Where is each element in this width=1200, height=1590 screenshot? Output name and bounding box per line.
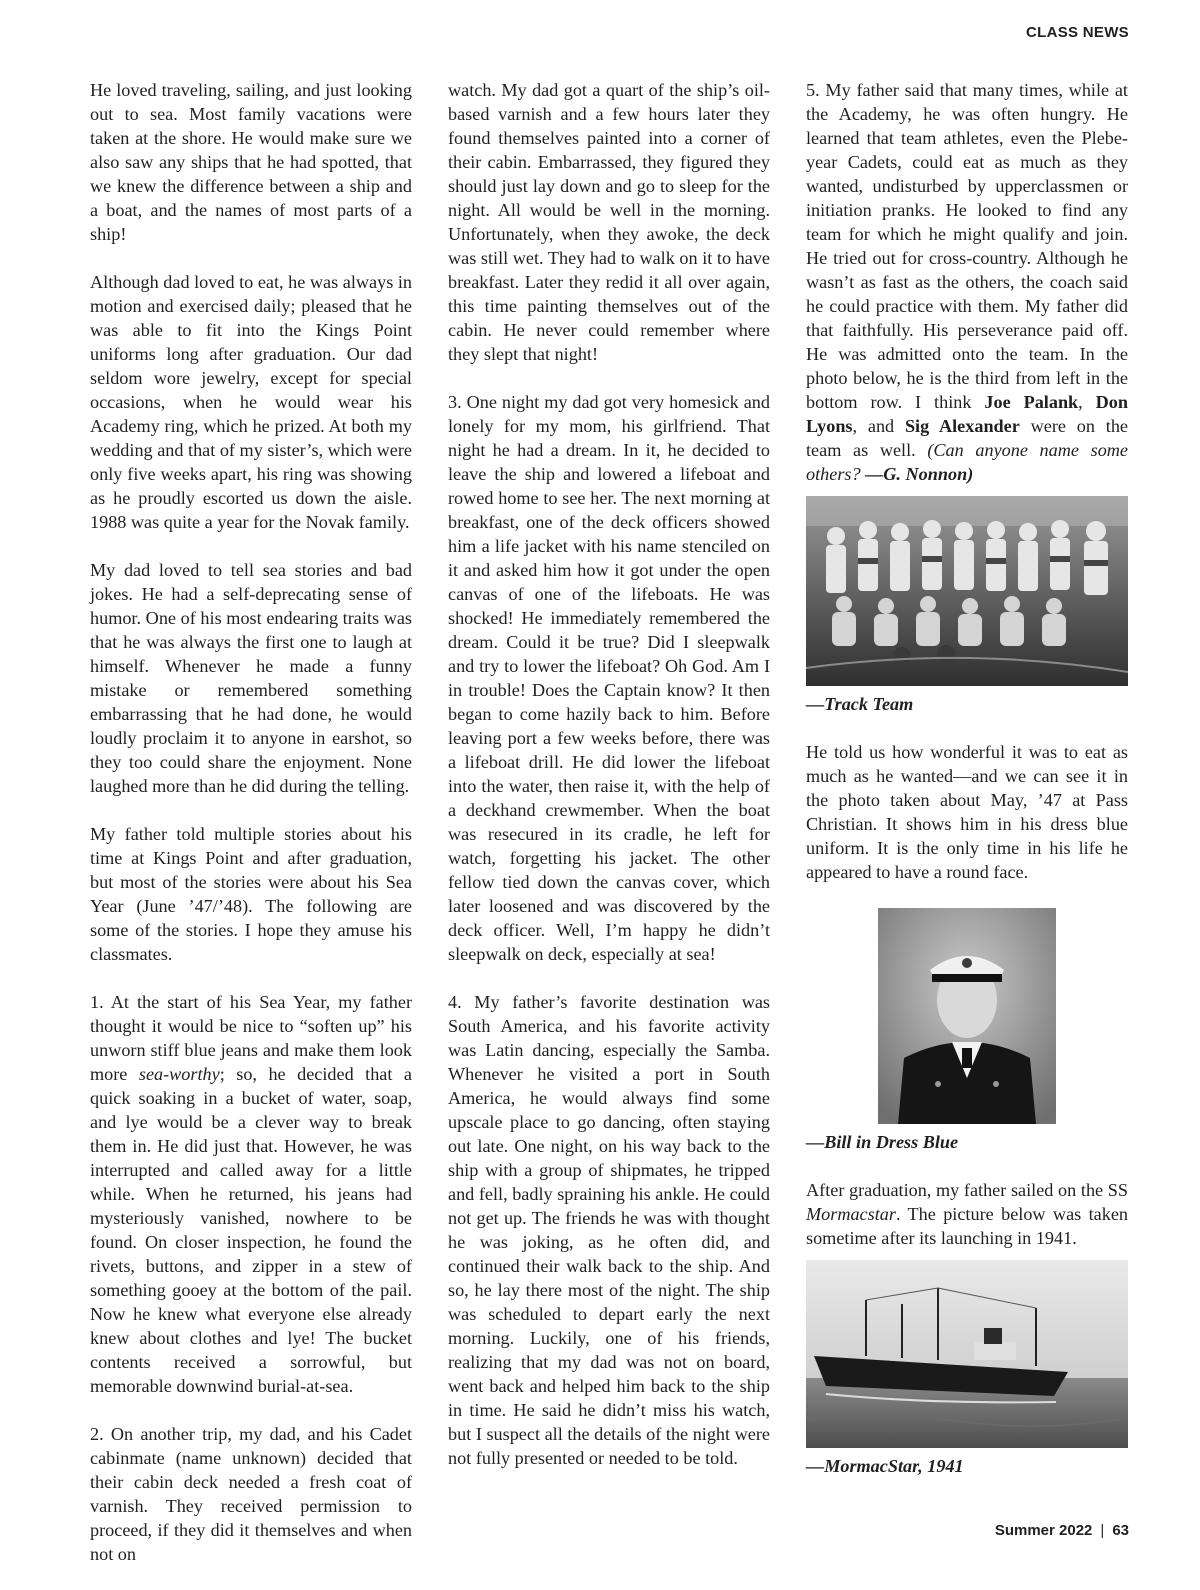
signature-text: —G. Nonnon) (865, 464, 974, 484)
paragraph: watch. My dad got a quart of the ship’s oil-based varnish and a few hours later they found themselves painted into a corner of their cabin. Embarrassed, they figured they should just lay down and go to sleep for the night. All would be well in the morning. Unfortunately, when they awoke, the deck was still wet. They had to walk on it to have breakfast. Later they redid it all over again, this time painting themselves out of the cabin. He never could remember where they slept that night! (448, 80, 770, 364)
column-2 (448, 78, 770, 1494)
paragraph (90, 990, 412, 1398)
text-run: were on the team as well. (806, 416, 1128, 460)
page-number: 63 (1112, 1522, 1129, 1539)
track-team-photo (806, 496, 1128, 686)
mormacstar-photo (806, 1260, 1128, 1448)
paragraph: 3. One night my dad got very homesick and lonely for my mom, his girlfriend. That night he had a dream. In it, he decided to leave the ship and lowered a lifeboat and rowed home to see her. The next morning at breakfast, one of the deck officers showed him a life jacket with his name stenciled on it and asked him how it got under the open canvas of one of the lifeboats. He was shocked! He immediately remembered the dream. Could it be true? Did I sleepwalk and try to lower the lifeboat? Oh God. Am I in trouble! Does the Captain know? It then began to come hazily back to him. Before leaving port a few weeks before, there was a lifeboat drill. He did lower the lifeboat into the water, then raise it, with the help of a deckhand crewmember. When the boat was resecured in its cradle, he left for watch, forgetting his jacket. The other fellow tied down the canvas cover, which later loosened and was discovered by the deck officer. Well, I’m happy he didn’t sleepwalk on deck, especially at sea! (448, 392, 770, 964)
paragraph: He told us how wonderful it was to eat as much as he wanted—and we can see it in the photo taken about May, ’47 at Pass Christian. It shows him in his dress blue uniform. It is the only time in his life he appeared to have a round face. (806, 742, 1128, 882)
paragraph: My father told multiple stories about his time at Kings Point and after graduation, but most of the stories were about his Sea Year (June ’47/’48). The following are some of the stories. I hope they amuse his classmates. (90, 824, 412, 964)
text-run: 1. At the start of his Sea Year, my father thought it would be nice to “soften up” his unworn stiff blue jeans and make them look more (90, 992, 412, 1084)
question-text: (Can anyone name some others? (806, 440, 1128, 484)
person-name: Sig Alexander (904, 416, 1020, 436)
text-run: , (1078, 392, 1096, 412)
text-run: . The picture below was taken sometime after its launching in 1941. (806, 1204, 1128, 1248)
text-run: After graduation, my father sailed on the SS (806, 1180, 1128, 1200)
page-footer (995, 1522, 1129, 1539)
paragraph (806, 78, 1128, 486)
paragraph (806, 1178, 1128, 1250)
section-header: CLASS NEWS (1025, 24, 1129, 41)
emphasis-text: sea-worthy (138, 1064, 220, 1084)
footer-separator: | (1100, 1522, 1105, 1539)
paragraph: My dad loved to tell sea stories and bad jokes. He had a self-deprecating sense of humor. One of his most endearing traits was that he was always the first one to laugh at himself. Whenever he made a funny mistake or remembered something embarrassing that he had done, he would loudly proclaim it to anyone in earshot, so they too could share the enjoyment. None laughed more than he did during the telling. (90, 560, 412, 796)
ship-name: Mormacstar (806, 1204, 896, 1224)
paragraph: 2. On another trip, my dad, and his Cadet cabinmate (name unknown) decided that their cabin deck needed a fresh coat of varnish. They received permission to proceed, if they did it themselves and when not on (90, 1424, 412, 1564)
paragraph: He loved traveling, sailing, and just looking out to sea. Most family vacations were taken at the shore. He would make sure we also saw any ships that he had spotted, that we knew the difference between a ship and a boat, and the names of most parts of a ship! (90, 80, 412, 244)
text-run: , and (852, 416, 905, 436)
photo-caption: —Track Team (806, 694, 914, 714)
photo-caption: —MormacStar, 1941 (806, 1456, 964, 1476)
column-3 (806, 78, 1128, 1502)
issue-label: Summer 2022 (994, 1522, 1093, 1539)
text-run: 5. My father said that many times, while at the Academy, he was often hungry. He learned that team athletes, even the Plebe-year Cadets, could eat as much as they wanted, undisturbed by upperclassmen or initiation pranks. He looked to find any team for which he might qualify and join. He tried out for cross-country. Although he wasn’t as fast as the others, the coach said he could practice with them. My father did that faithfully. His perseverance paid off. He was admitted onto the team. In the photo below, he is the third from left in the bottom row. I think (806, 80, 1128, 412)
photo-caption: —Bill in Dress Blue (806, 1132, 959, 1152)
column-1 (90, 78, 412, 1590)
person-name: Don Lyons (806, 392, 1128, 436)
person-name: Joe Palank (984, 392, 1079, 412)
bill-dress-blue-photo (878, 908, 1056, 1124)
text-run: ; so, he decided that a quick soaking in a bucket of water, soap, and lye would be a clever way to break them in. He did just that. However, he was interrupted and called away for a little while. When he returned, his jeans had mysteriously vanished, nowhere to be found. On closer inspection, he found the rivets, buttons, and zipper in a stew of something gooey at the bottom of the pail. Now he knew what everyone else already knew about clothes and lye! The bucket contents received a sorrowful, but memorable downwind burial-at-sea. (90, 1064, 412, 1396)
paragraph: 4. My father’s favorite destination was South America, and his favorite activity was Latin dancing, especially the Samba. Whenever he visited a port in South America, he would always find some upscale place to go dancing, often staying out late. One night, on his way back to the ship with a group of shipmates, he tripped and fell, badly spraining his ankle. He could not get up. The friends he was with thought he was joking, as he often did, and continued their walk back to the ship. And so, he lay there most of the night. The ship was scheduled to depart early the next morning. Luckily, one of his friends, realizing that my dad was not on board, went back and helped him back to the ship in time. He said he didn’t miss his watch, but I suspect all the details of the night were not fully presented or needed to be told. (448, 992, 770, 1468)
paragraph: Although dad loved to eat, he was always in motion and exercised daily; pleased that he was able to fit into the Kings Point uniforms long after graduation. Our dad seldom wore jewelry, except for special occasions, when he would wear his Academy ring, which he prized. At both my wedding and that of my sister’s, which were only five weeks apart, his ring was showing as he proudly escorted us down the aisle. 1988 was quite a year for the Novak family. (90, 272, 412, 532)
